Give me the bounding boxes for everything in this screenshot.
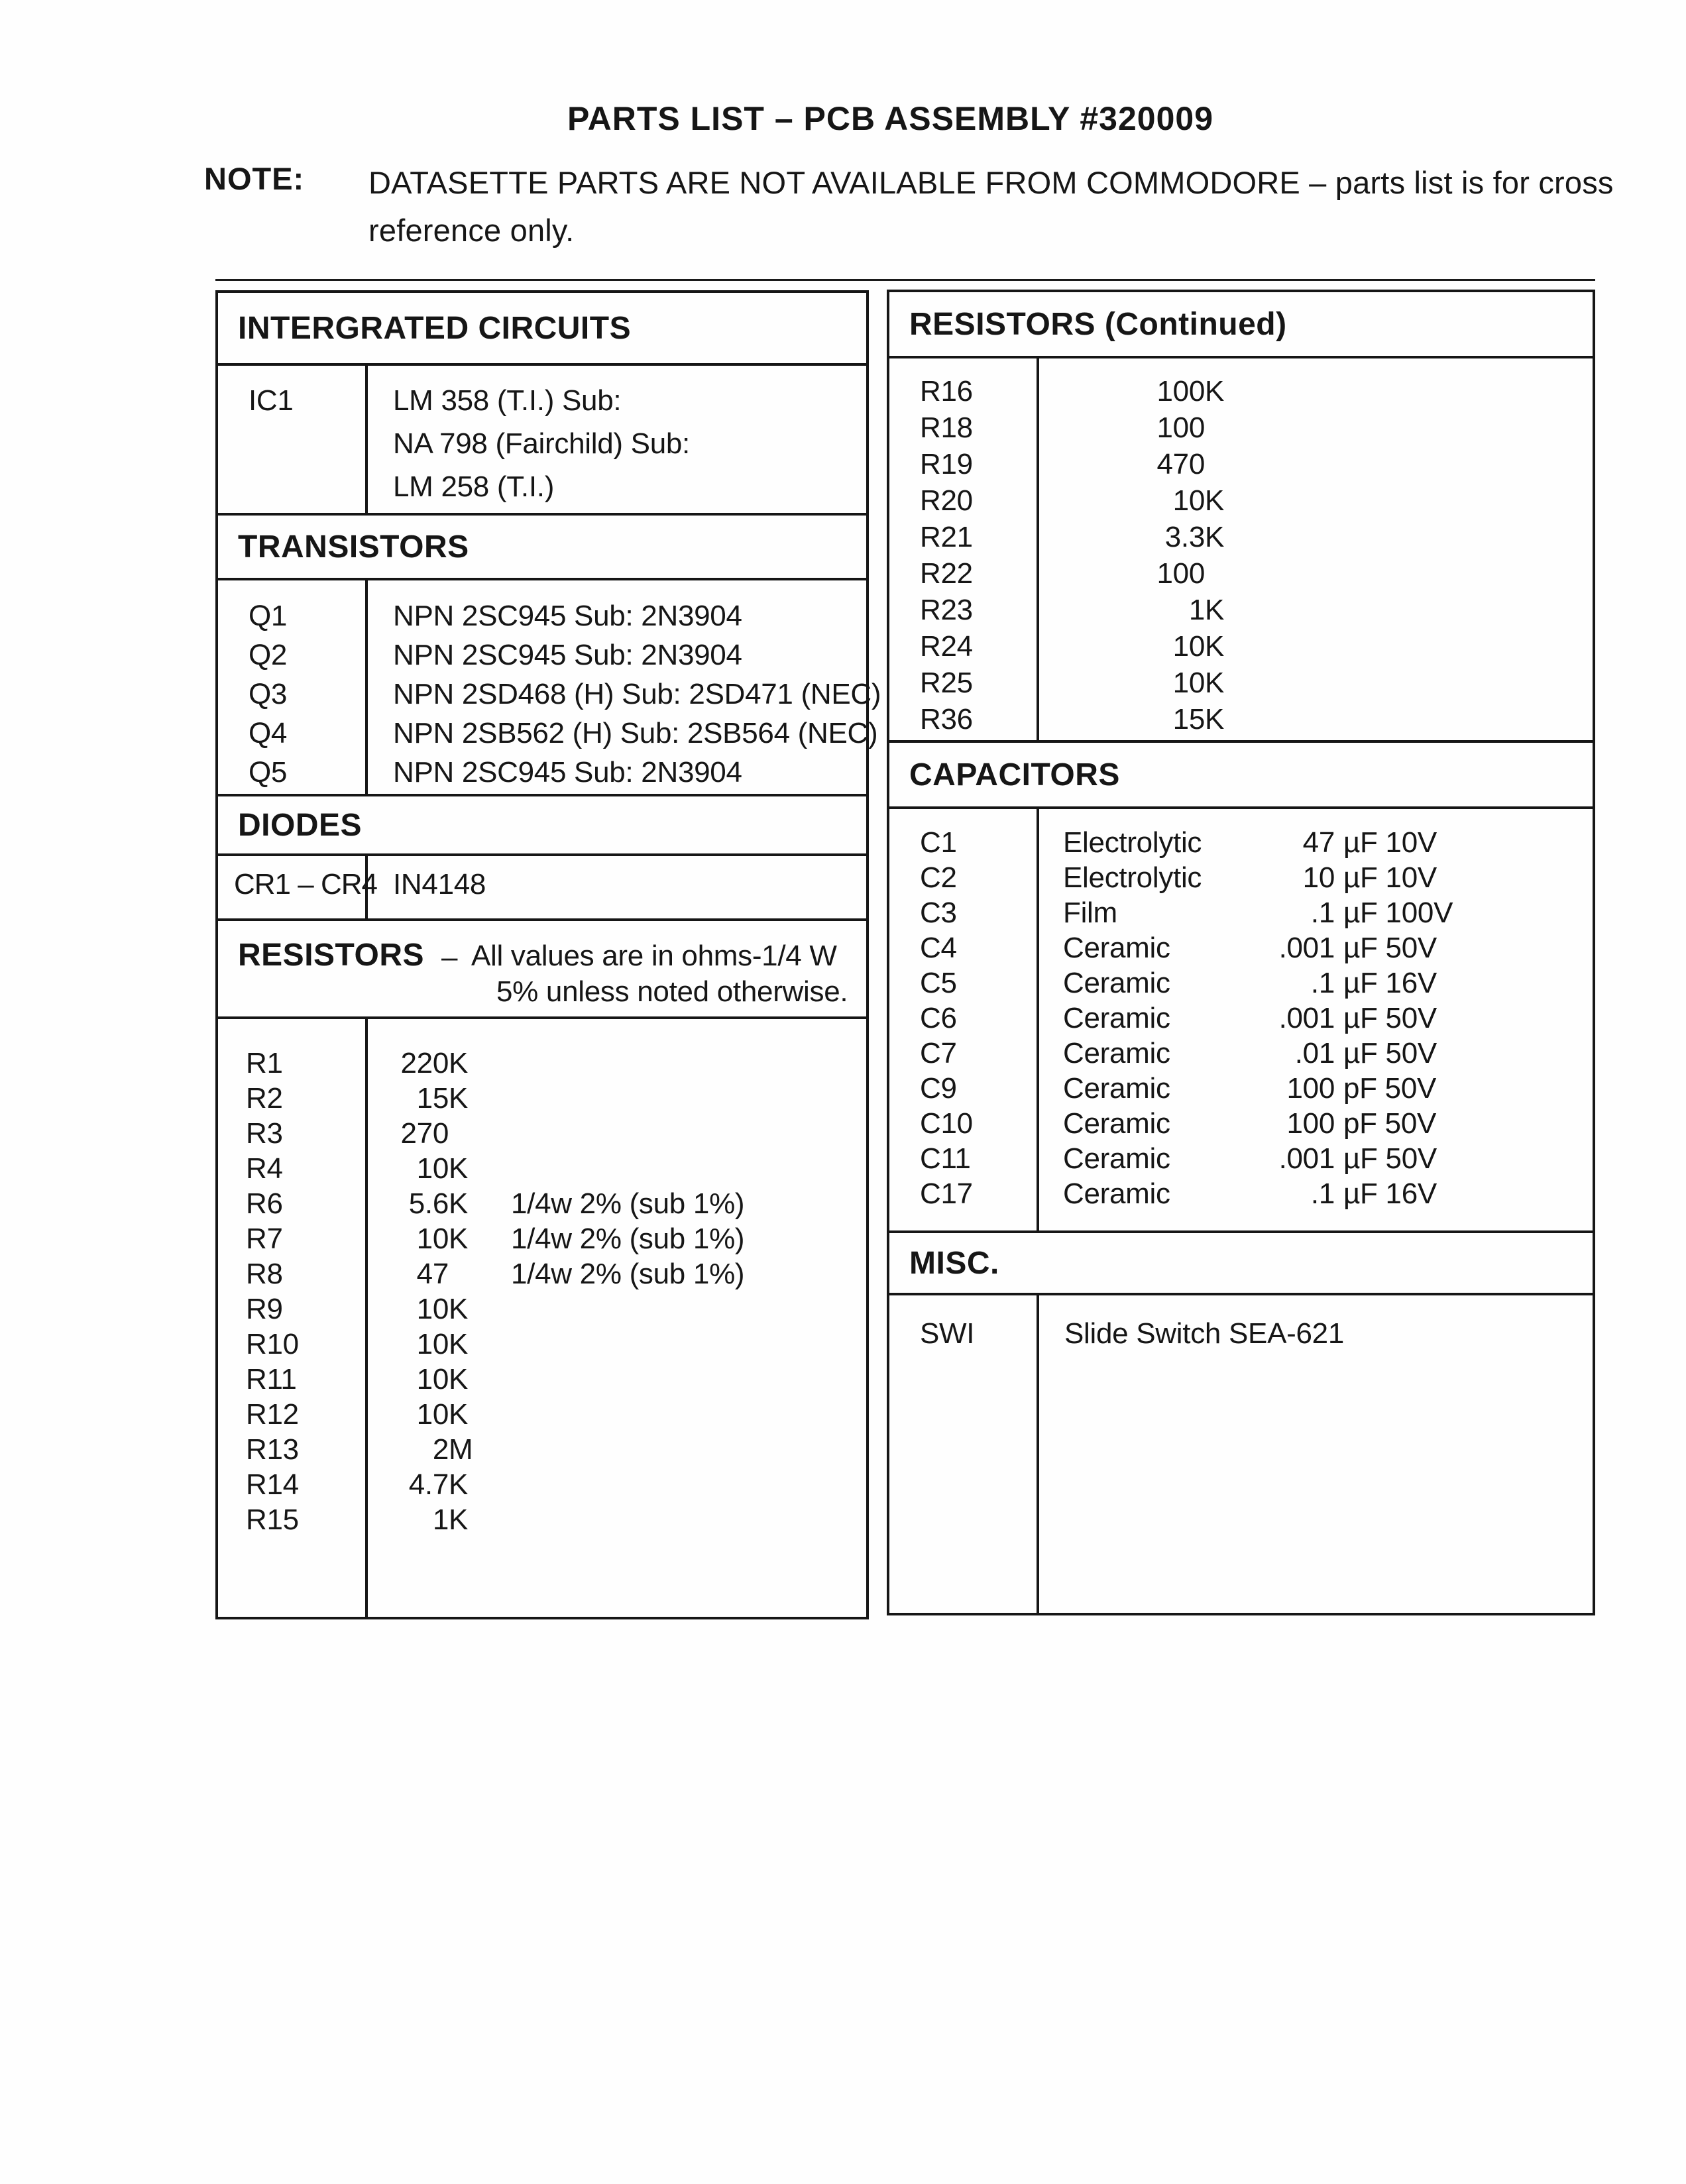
resistor-multiplier: K	[449, 1223, 469, 1255]
resistor-multiplier: K	[449, 1398, 469, 1431]
transistor-designator: Q1	[249, 600, 288, 632]
section-header-resistors	[218, 918, 866, 1016]
section-header-transistors	[218, 513, 866, 578]
section-header-label: TRANSISTORS	[238, 529, 469, 565]
resistor-designator: R1	[246, 1047, 283, 1079]
value-cell	[1039, 358, 1593, 740]
section-header-label: CAPACITORS	[909, 757, 1120, 792]
resistor-tolerance-note: 1/4w 2% (sub 1%)	[511, 1258, 745, 1290]
capacitor-value: .1	[1310, 967, 1335, 999]
misc-value: Slide Switch SEA-621	[1064, 1317, 1344, 1350]
section-transistors	[218, 578, 881, 794]
capacitor-value: .1	[1310, 897, 1335, 929]
right-parts-table	[887, 290, 1595, 1615]
resistor-tolerance-note: 1/4w 2% (sub 1%)	[511, 1223, 745, 1255]
designator-cell	[889, 1295, 1039, 1613]
resistor-value: 5.6	[408, 1187, 449, 1220]
capacitor-unit-voltage: µF 50V	[1343, 1037, 1437, 1069]
resistor-value-row	[392, 1397, 866, 1432]
capacitor-value-row	[1063, 1141, 1593, 1176]
resistor-designator: R4	[246, 1152, 283, 1185]
ic-designator: IC1	[249, 384, 294, 417]
resistor-value: 100	[1156, 375, 1205, 408]
resistor-value: 470	[1156, 448, 1205, 480]
resistor-multiplier: K	[449, 1293, 469, 1325]
capacitor-type: Ceramic	[1063, 1002, 1170, 1034]
capacitor-designator: C7	[920, 1037, 957, 1069]
section-header-label: INTERGRATED CIRCUITS	[238, 310, 632, 346]
note-text	[368, 159, 1614, 254]
resistor-multiplier: K	[449, 1328, 469, 1360]
resistor-multiplier: K	[449, 1503, 469, 1536]
resistor-value-row	[392, 1081, 866, 1116]
resistor-value-row	[392, 1502, 866, 1537]
resistor-designator: R15	[246, 1503, 299, 1536]
capacitor-unit-voltage: µF 16V	[1343, 967, 1437, 999]
resistor-multiplier: K	[449, 1468, 469, 1501]
resistor-value: 10	[1172, 484, 1205, 517]
resistor-multiplier: K	[1205, 521, 1225, 553]
resistor-value-row	[392, 1221, 866, 1256]
resistor-value: 100	[1156, 411, 1205, 444]
resistors-header-note-line: All values are in ohms-1/4 W	[471, 940, 837, 972]
resistor-designator: R8	[246, 1258, 283, 1290]
value-cell	[368, 1019, 866, 1617]
resistor-designator: R25	[920, 667, 973, 699]
capacitor-type: Ceramic	[1063, 1142, 1170, 1175]
resistor-value-row	[1063, 555, 1593, 592]
scan-line-artifact	[215, 279, 1595, 281]
resistor-multiplier: K	[449, 1152, 469, 1185]
capacitor-designator: C1	[920, 826, 957, 859]
resistor-value: 15	[416, 1082, 449, 1115]
capacitor-unit-voltage: µF 100V	[1343, 897, 1453, 929]
note-line: reference only.	[368, 213, 575, 248]
resistor-value-row	[392, 1186, 866, 1221]
value-cell	[368, 366, 866, 513]
transistor-designator: Q3	[249, 678, 288, 710]
capacitor-designator: C10	[920, 1107, 973, 1140]
resistor-value-row	[1063, 519, 1593, 555]
capacitor-value: .001	[1278, 1002, 1335, 1034]
capacitor-unit-voltage: µF 50V	[1343, 1002, 1437, 1034]
transistor-value: NPN 2SD468 (H) Sub: 2SD471 (NEC)	[393, 678, 881, 710]
capacitor-designator: C17	[920, 1177, 973, 1210]
resistor-designator: R14	[246, 1468, 299, 1501]
resistor-value: 10	[416, 1398, 449, 1431]
resistors-header-note	[471, 938, 848, 1010]
designator-cell	[218, 580, 368, 794]
value-cell	[1039, 1295, 1593, 1613]
section-header-label: MISC.	[909, 1245, 999, 1281]
capacitor-unit-voltage: µF 50V	[1343, 1142, 1437, 1175]
resistor-designator: R36	[920, 703, 973, 736]
capacitor-unit-voltage: pF 50V	[1343, 1107, 1437, 1140]
resistor-value: 10	[416, 1152, 449, 1185]
resistor-multiplier: K	[1205, 484, 1225, 517]
capacitor-value: 10	[1302, 861, 1335, 894]
resistor-designator: R6	[246, 1187, 283, 1220]
resistors-header-note-line: 5% unless noted otherwise.	[496, 975, 848, 1008]
resistor-value: 2	[432, 1433, 449, 1466]
diode-value: IN4148	[393, 868, 486, 901]
resistor-value: 10	[416, 1363, 449, 1395]
resistor-value: 1	[1188, 594, 1205, 626]
capacitor-designator: C9	[920, 1072, 957, 1105]
capacitor-designator: C5	[920, 967, 957, 999]
resistor-multiplier: K	[449, 1363, 469, 1395]
designator-cell	[218, 856, 377, 918]
resistor-value-row	[392, 1327, 866, 1362]
note-line: DATASETTE PARTS ARE NOT AVAILABLE FROM COMMODORE – parts list is for cross	[368, 165, 1614, 200]
transistor-value: NPN 2SC945 Sub: 2N3904	[393, 600, 742, 632]
capacitor-designator: C11	[920, 1142, 971, 1175]
resistor-value-row	[392, 1362, 866, 1397]
section-header-integrated-circuits	[218, 293, 866, 363]
resistor-multiplier: K	[1205, 375, 1225, 408]
resistor-designator: R21	[920, 521, 973, 553]
capacitor-unit-voltage: µF 10V	[1343, 826, 1437, 859]
transistor-value: NPN 2SC945 Sub: 2N3904	[393, 756, 742, 789]
resistor-multiplier: M	[449, 1433, 473, 1466]
capacitor-type: Ceramic	[1063, 1177, 1170, 1210]
misc-designator: SWI	[920, 1317, 975, 1350]
ic-value-line: LM 358 (T.I.) Sub:	[393, 384, 622, 417]
capacitor-value-row	[1063, 1036, 1593, 1071]
value-cell	[1039, 809, 1593, 1230]
note-label: NOTE:	[204, 161, 305, 196]
resistor-value: 10	[416, 1328, 449, 1360]
designator-cell	[889, 809, 1039, 1230]
page-title: PARTS LIST – PCB ASSEMBLY #320009	[567, 100, 1214, 137]
resistor-designator: R13	[246, 1433, 299, 1466]
resistor-tolerance-note: 1/4w 2% (sub 1%)	[511, 1187, 745, 1220]
left-parts-table	[215, 290, 881, 1619]
resistor-value-row	[1063, 373, 1593, 410]
resistor-multiplier: K	[449, 1047, 469, 1079]
capacitor-value-row	[1063, 1001, 1593, 1036]
resistor-value: 10	[416, 1223, 449, 1255]
resistor-value-row	[392, 1256, 866, 1291]
capacitor-value: .01	[1294, 1037, 1335, 1069]
capacitor-type: Electrolytic	[1063, 826, 1202, 859]
resistor-multiplier: K	[449, 1082, 469, 1115]
designator-cell	[889, 358, 1039, 740]
resistor-designator: R7	[246, 1223, 283, 1255]
resistor-multiplier	[449, 1116, 511, 1151]
resistor-value: 220	[400, 1047, 449, 1079]
resistor-designator: R22	[920, 557, 973, 590]
capacitor-type: Ceramic	[1063, 967, 1170, 999]
resistor-designator: R18	[920, 411, 973, 444]
capacitor-value: 100	[1286, 1107, 1335, 1140]
resistor-value: 10	[1172, 667, 1205, 699]
resistor-designator: R11	[246, 1363, 297, 1395]
capacitor-unit-voltage: µF 16V	[1343, 1177, 1437, 1210]
resistor-designator: R12	[246, 1398, 299, 1431]
capacitor-designator: C4	[920, 932, 957, 964]
resistor-designator: R9	[246, 1293, 283, 1325]
resistor-designator: R19	[920, 448, 973, 480]
resistor-designator: R16	[920, 375, 973, 408]
resistor-value: 3.3	[1164, 521, 1205, 553]
section-resistors	[218, 1016, 866, 1617]
section-header-misc	[889, 1230, 1593, 1293]
capacitor-type: Electrolytic	[1063, 861, 1202, 894]
ic-value-line: LM 258 (T.I.)	[393, 470, 555, 503]
section-header-capacitors	[889, 740, 1593, 806]
resistor-value-row	[1063, 701, 1593, 737]
capacitor-type: Ceramic	[1063, 1107, 1170, 1140]
section-header-label: RESISTORS (Continued)	[909, 306, 1287, 342]
resistor-value-row	[1063, 628, 1593, 665]
transistor-value: NPN 2SB562 (H) Sub: 2SB564 (NEC)	[393, 717, 878, 749]
capacitor-value-row	[1063, 930, 1593, 965]
capacitor-unit-voltage: pF 50V	[1343, 1072, 1437, 1105]
resistor-multiplier: K	[1205, 630, 1225, 663]
diode-designator: CR1 – CR4	[234, 868, 377, 901]
section-diodes	[218, 853, 866, 918]
resistor-value-row	[1063, 410, 1593, 446]
capacitor-designator: C2	[920, 861, 957, 894]
resistor-value-row	[392, 1116, 866, 1151]
resistor-multiplier	[449, 1256, 511, 1291]
resistor-designator: R10	[246, 1328, 299, 1360]
resistor-value: 10	[1172, 630, 1205, 663]
section-header-resistors-continued	[889, 292, 1593, 356]
section-integrated-circuits	[218, 363, 866, 513]
resistor-value-row	[392, 1291, 866, 1327]
resistor-value: 4.7	[408, 1468, 449, 1501]
resistor-designator: R23	[920, 594, 973, 626]
resistor-value-row	[392, 1432, 866, 1467]
resistor-designator: R3	[246, 1117, 283, 1150]
capacitor-type: Ceramic	[1063, 1037, 1170, 1069]
resistor-designator: R24	[920, 630, 973, 663]
resistor-designator: R2	[246, 1082, 283, 1115]
resistor-value-row	[1063, 446, 1593, 482]
capacitor-value-row	[1063, 860, 1593, 895]
section-header-label: RESISTORS	[238, 938, 425, 973]
section-header-label: DIODES	[238, 807, 363, 843]
resistor-value: 1	[432, 1503, 449, 1536]
resistor-value-row	[1063, 482, 1593, 519]
capacitor-type: Ceramic	[1063, 932, 1170, 964]
resistor-multiplier: K	[1205, 703, 1225, 736]
section-header-diodes	[218, 794, 866, 853]
resistor-value-row	[392, 1151, 866, 1186]
value-cell	[368, 856, 866, 918]
transistor-value: NPN 2SC945 Sub: 2N3904	[393, 639, 742, 671]
section-capacitors	[889, 806, 1593, 1230]
capacitor-unit-voltage: µF 10V	[1343, 861, 1437, 894]
designator-cell	[218, 366, 368, 513]
capacitor-value-row	[1063, 825, 1593, 860]
capacitor-value-row	[1063, 895, 1593, 930]
resistor-value: 15	[1172, 703, 1205, 736]
designator-cell	[218, 1019, 368, 1617]
transistor-designator: Q5	[249, 756, 288, 789]
capacitor-value: 47	[1302, 826, 1335, 859]
capacitor-designator: C3	[920, 897, 957, 929]
resistor-multiplier: K	[1205, 594, 1225, 626]
ic-value-line: NA 798 (Fairchild) Sub:	[393, 427, 690, 460]
resistor-value: 100	[1156, 557, 1205, 590]
resistor-value-row	[392, 1467, 866, 1502]
capacitor-type: Ceramic	[1063, 1072, 1170, 1105]
capacitor-value-row	[1063, 965, 1593, 1001]
resistor-multiplier: K	[1205, 667, 1225, 699]
resistor-value-row	[392, 1046, 866, 1081]
resistor-value-row	[1063, 665, 1593, 701]
capacitor-value-row	[1063, 1071, 1593, 1106]
transistor-designator: Q2	[249, 639, 288, 671]
capacitor-value-row	[1063, 1176, 1593, 1211]
capacitor-value: .1	[1310, 1177, 1335, 1210]
resistor-value: 10	[416, 1293, 449, 1325]
section-misc	[889, 1293, 1593, 1613]
capacitor-value: .001	[1278, 1142, 1335, 1175]
header-dash: –	[441, 941, 458, 973]
capacitor-value: 100	[1286, 1072, 1335, 1105]
capacitor-type: Film	[1063, 897, 1117, 929]
capacitor-unit-voltage: µF 50V	[1343, 932, 1437, 964]
capacitor-designator: C6	[920, 1002, 957, 1034]
transistor-designator: Q4	[249, 717, 288, 749]
resistor-designator: R20	[920, 484, 973, 517]
capacitor-value-row	[1063, 1106, 1593, 1141]
section-resistors-continued	[889, 356, 1593, 740]
resistor-value: 270	[400, 1117, 449, 1150]
resistor-multiplier: K	[449, 1187, 469, 1220]
capacitor-value: .001	[1278, 932, 1335, 964]
resistor-value: 47	[416, 1258, 449, 1290]
resistor-value-row	[1063, 592, 1593, 628]
value-cell	[368, 580, 881, 794]
